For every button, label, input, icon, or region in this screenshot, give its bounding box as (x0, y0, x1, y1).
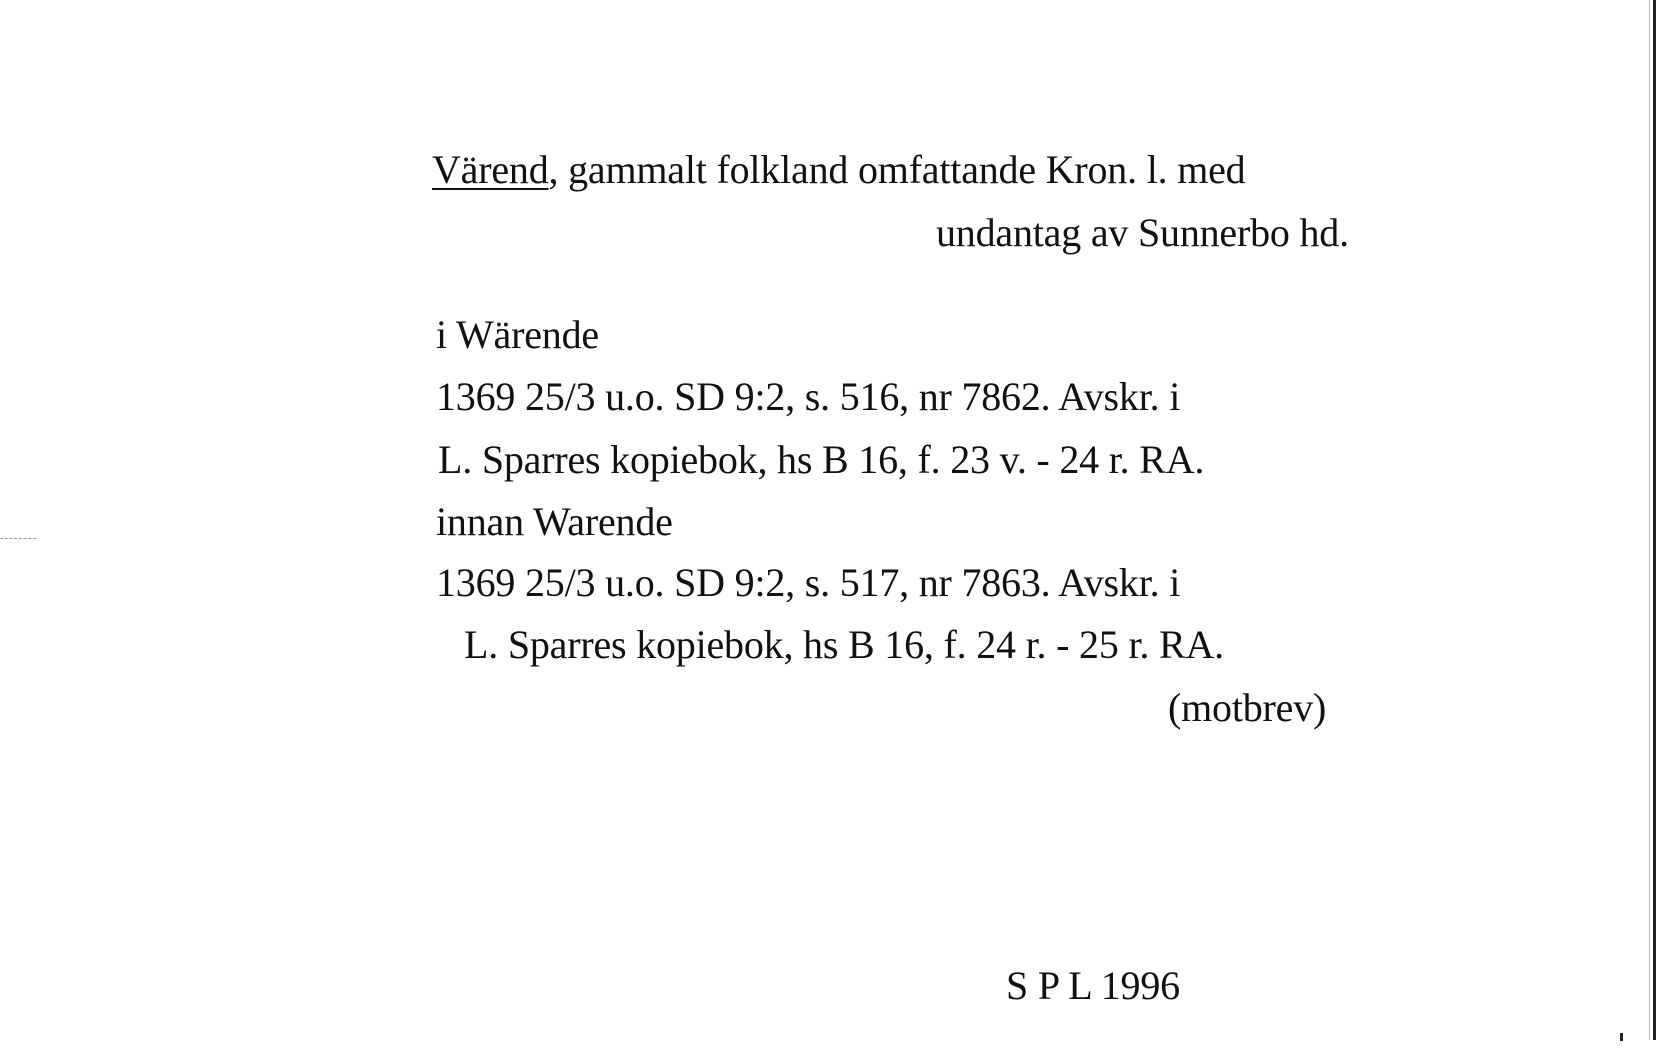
entry-source-2-line-1: 1369 25/3 u.o. SD 9:2, s. 517, nr 7863. Avskr. i (436, 560, 1181, 605)
card-edge-shadow (1649, 0, 1650, 1040)
entry-note-2: (motbrev) (1168, 685, 1327, 730)
headword: Värend (432, 147, 549, 192)
entry-source-2-line-2: L. Sparres kopiebok, hs B 16, f. 24 r. - 25 r. RA. (464, 622, 1224, 667)
entry-form-1: i Wärende (436, 312, 599, 357)
signature: S P L 1996 (1006, 963, 1180, 1008)
scan-mark (0, 538, 36, 539)
card-edge (1653, 0, 1656, 1040)
entry-source-1-line-2: L. Sparres kopiebok, hs B 16, f. 23 v. - 24 r. RA. (438, 437, 1205, 482)
entry-source-1-line-1: 1369 25/3 u.o. SD 9:2, s. 516, nr 7862. Avskr. i (436, 374, 1181, 419)
scan-speck (1620, 1033, 1623, 1041)
definition-line-2: undantag av Sunnerbo hd. (936, 210, 1349, 255)
entry-form-2: innan Warende (436, 499, 673, 544)
definition-line-1 (432, 147, 1246, 192)
definition-part-1: , gammalt folkland omfattande Kron. l. med (548, 147, 1246, 192)
